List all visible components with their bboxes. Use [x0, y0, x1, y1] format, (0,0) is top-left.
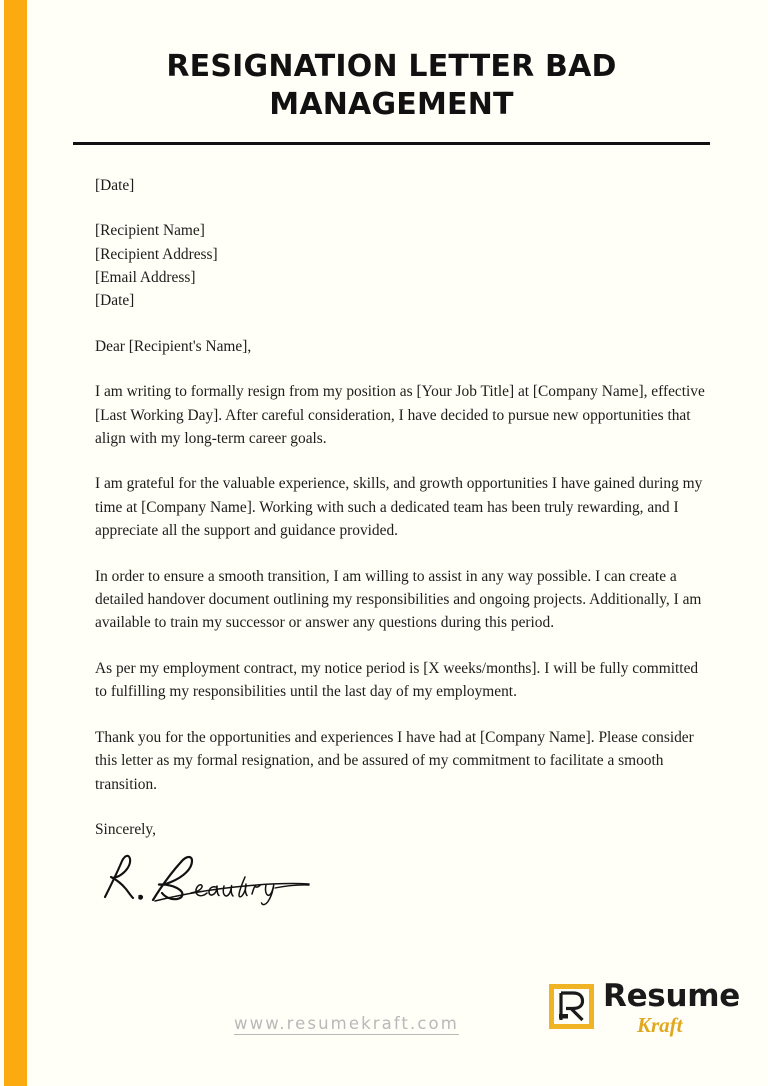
website-url-link[interactable]: www.resumekraft.com: [234, 1014, 459, 1033]
left-accent-bar: [4, 0, 27, 1086]
logo-word-resume: Resume: [603, 978, 740, 1014]
recipient-address: [Recipient Address]: [95, 245, 218, 263]
recipient-date: [Date]: [95, 292, 135, 310]
body-paragraph: Thank you for the opportunities and experiences I have had at [Company Name]. Please consider this letter as my formal resignation, and be assured of my commitment to facilitate a smooth transition.: [95, 728, 694, 793]
body-paragraph: In order to ensure a smooth transition, I am willing to assist in any way possible. I can create a detailed handover document outlining my responsibilities and ongoing projects. Additionally, I am available to train my successor or answer any questions during this period.: [95, 567, 702, 632]
letter-date-top: [Date]: [95, 176, 135, 194]
body-paragraph: I am grateful for the valuable experience, skills, and growth opportunities I have gained during my time at [Company Name]. Working with such a dedicated team has been truly rewarding, and I appreciate all the support and guidance provided.: [95, 475, 703, 540]
spacer: [95, 796, 713, 818]
spacer: [95, 358, 713, 380]
page-title: RESIGNATION LETTER BAD MANAGEMENT: [166, 49, 617, 123]
logo-wordmark: [603, 978, 740, 1037]
logo-word-kraft: Kraft: [637, 1013, 683, 1037]
spacer: [95, 197, 713, 219]
body-paragraph: As per my employment contract, my notice period is [X weeks/months]. I will be fully committed to fulfilling my responsibilities until the last day of my employment.: [95, 659, 699, 701]
spacer: [95, 635, 713, 657]
signature-strokes: [95, 851, 345, 909]
spacer: [95, 704, 713, 726]
spacer: [95, 450, 713, 472]
spacer: [95, 543, 713, 565]
body-paragraph: I am writing to formally resign from my position as [Your Job Title] at [Company Name], effective [Last Working Day]. After careful consideration, I have decided to pursue new opportunities that align with my long-term career goals.: [95, 383, 705, 448]
recipient-email: [Email Address]: [95, 269, 196, 286]
resumekraft-logo: [549, 978, 740, 1037]
logo-r-glyph: [554, 989, 589, 1024]
logo-mark-r-icon: [549, 984, 594, 1029]
letter-body: [27, 145, 768, 910]
title-block: [27, 0, 768, 145]
recipient-name: [Recipient Name]: [95, 222, 205, 240]
spacer: [95, 313, 713, 335]
closing-line: Sincerely,: [95, 820, 156, 838]
salutation: Dear [Recipient's Name],: [95, 337, 252, 355]
document-content: [27, 0, 768, 1086]
page-footer: [27, 976, 768, 1054]
signature-image: [95, 851, 345, 909]
